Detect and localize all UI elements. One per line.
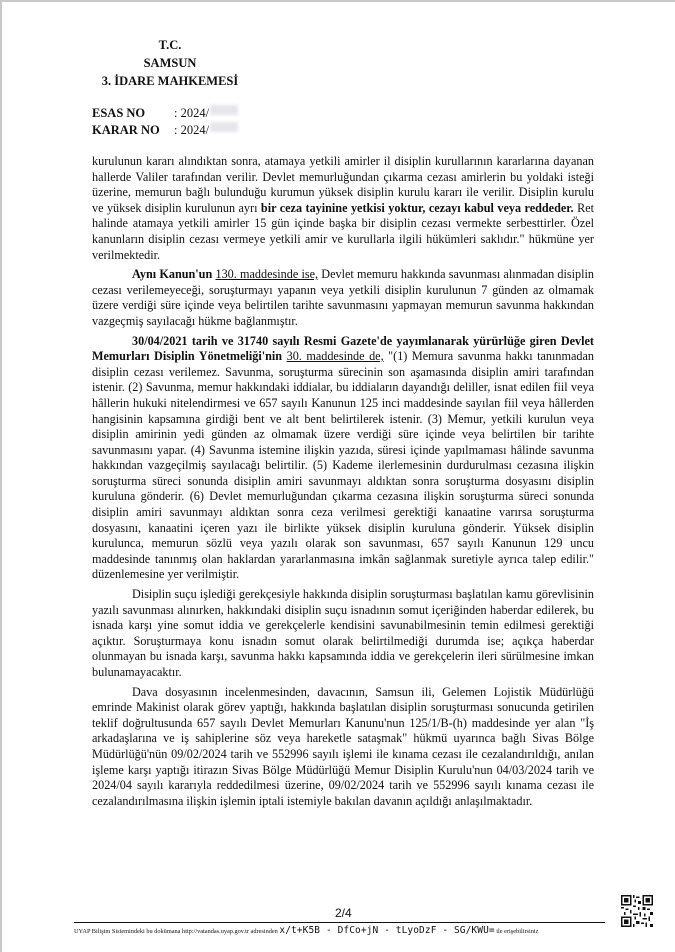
text-span: Ret halinde atamaya yetkili amirler 15 gün içinde başka bir disiplin cezası vermekte serbesttirler. Özel kanunların disiplin cezası vermeye yetkili amir ve kurullarla ilgili hükümleri saklıdır." hükmüne yer verilmektedir. (92, 200, 594, 262)
page-number: 2/4 (335, 906, 352, 920)
esas-label: ESAS NO (92, 106, 146, 120)
text-span: kurulunun kararı alındıktan sonra, atamaya yetkili amirler il disiplin kurullarının kararlarına dayanan hallerde Valiler tarafından verilir. Devlet memurluğundan çıkarma cezası amirlerin bu yoldaki isteği üzerine, memurun bağlı bulunduğu kurumun yüksek disiplin kurulu kararı ile verilir. Disiplin kurulu ve yüksek disiplin kurulunun ayrı (92, 154, 594, 215)
paragraph (92, 267, 594, 329)
document-body (92, 154, 594, 809)
text-span: "(1) Memura savunma hakkı tanınmadan disiplin cezası verilemez. Savunma, soruşturma sürecinin son aşamasında disiplin amiri tarafından istenir. (2) Savunma, memur hakkındaki iddialar, bu iddiaların dayandığı deliller, isnat edilen fiil veya hâllerin hukuki nitelendirmesi ve 657 sayılı Kanunun 125 inci maddesinde sayılan fiil veya hâllerden hangisinin kapsamına girdiği bent ve alt bent belirtilerek istenir. (3) Memur, yetkili kurulun veya disiplin amirinin yedi günden az olmamak üzere verdiği süre içinde veya belirtilen bir tarihte savunmasını yapar. (4) Savunma istemine ilişkin yazıda, süresi içinde yapılmaması hâlinde savunma hakkından vazgeçilmiş sayılacağı belirtilir. (5) Kademe ilerlemesinin durdurulması cezasına ilişkin soruşturma süreci sonunda disiplin amiri savunmayı aldıktan sonra soruşturma dosyasını disiplin kuruluna gönderir. (6) Devlet memurluğundan çıkarma cezasına ilişkin soruşturma süreci sonunda disiplin amiri savunmayı aldıktan sonra ceza verilmesi gerektiği kanaatine varırsa soruşturma dosyasını, kanaatini içeren yazı ile birlikte yüksek disiplin kuruluna gönderir. Yüksek disiplin kurulunca, memurun sözlü veya yazılı olarak son savunması, 657 sayılı Kanunun 129 uncu maddesinde tanınmış olan haklardan yararlanmasına imkân sağlanmak suretiyle ayrıca talep edilir." düzenlemesine yer verilmiştir. (92, 349, 594, 582)
footer-suffix: ile erişebilirsiniz (496, 928, 539, 935)
paragraph: Disiplin suçu işlediği gerekçesiyle hakkında disiplin soruşturması başlatılan kamu görevlisinin yazılı savunması alınırken, hakkındaki disiplin suçu isnadının somut içeriğinden haberdar edilerek, bu isnada karşı yine somut iddia ve gerekçelerle kendisini savunabilmesinin temin edilmesi gerektiği açıktır. Soruşturmaya konu isnadın somut olarak belirtilmediği durumda ise; açıkça haberdar olunmayan bu isnada karşı, savunma hakkı kapsamında iddia ve gerekçelerin ileri sürülmesine imkan bulunamayacaktır. (92, 587, 594, 679)
header-city: SAMSUN (143, 56, 197, 70)
footer-prefix: UYAP Bilişim Sistemindeki bu dokümana http://vatandas.uyap.gov.tr adresinden (74, 928, 278, 935)
paragraph: Dava dosyasının incelenmesinden, davacının, Samsun ili, Gelemen Lojistik Müdürlüğü emrinde Makinist olarak görev yaptığı, hakkında başlatılan disiplin soruşturması sonucunda getirilen teklif doğrultusunda 657 sayılı Devlet Memurları Kanunu'nun 125/1/B-(h) maddesinde yer alan "İş arkadaşlarına ve iş sahiplerine söz veya hareketle sataşmak" hükmü uyarınca bağlı Sivas Bölge Müdürlüğü'nün 09/02/2024 tarih ve 552996 sayılı işlemi ile kınama cezası ile cezalandırıldığı, anılan işleme karşı yaptığı itirazın Sivas Bölge Müdürlüğü Memur Disiplin Kurulu'nun 04/03/2024 tarih ve 2024/04 sayılı kararıyla reddedilmesi üzerine, 09/02/2024 tarih ve 552996 sayılı kınama cezası ile cezalandırılmasına ilişkin işlemin iptali istemiyle bakılan davanın açıldığı anlaşılmaktadır. (92, 684, 594, 808)
header-tc: T.C. (158, 38, 182, 52)
verification-code: x/t+K5B - DfCo+jN - tLyoDzF - SG/KWU= (279, 925, 495, 936)
case-meta (92, 105, 238, 139)
underlined-text: 130. maddesinde ise, (215, 267, 319, 282)
karar-label: KARAR NO (92, 123, 160, 137)
redacted-block (210, 122, 238, 132)
karar-value: : 2024/ (174, 123, 210, 137)
underlined-text: 30. maddesinde de, (286, 349, 384, 364)
esas-row (92, 105, 238, 122)
header-court: 3. İDARE MAHKEMESİ (101, 74, 239, 88)
paragraph (92, 334, 594, 584)
redacted-block (210, 105, 238, 115)
bold-text: 30/04/2021 tarih ve 31740 sayılı Resmi Gazete'de yayımlanarak yürürlüğe giren Devlet Memurları Disiplin Yönetmeliği'nin (92, 333, 594, 364)
footer-divider (74, 922, 605, 923)
karar-row (92, 122, 238, 139)
esas-value: : 2024/ (174, 106, 210, 120)
bold-text: Aynı Kanun'un (132, 267, 213, 282)
text-span: Devlet memuru hakkında savunması alınmadan disiplin cezası verilemeyeceği, soruşturmayı yapanın veya yetkili disiplin kurulunun 7 günden az olmamak üzere verdiği süre içinde veya belirtilen tarihte savunmasını yapmayan memurun savunma hakkından vazgeçmiş sayılacağı hükme bağlanmıştır. (92, 267, 594, 328)
bold-text: bir ceza tayinine yetkisi yoktur, cezayı kabul veya reddeder. (260, 200, 574, 215)
qr-code-icon (621, 895, 653, 927)
footer-verification (74, 925, 634, 936)
court-header (90, 36, 250, 90)
paragraph (92, 154, 594, 263)
